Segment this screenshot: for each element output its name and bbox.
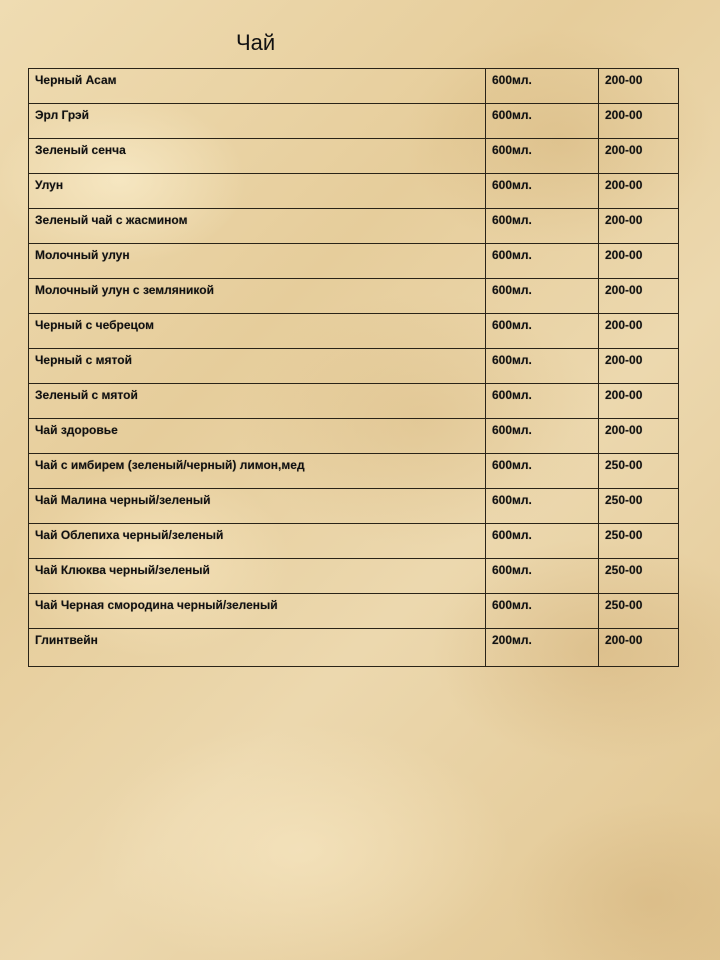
menu-body <box>29 69 679 667</box>
menu-row <box>29 314 679 349</box>
item-name: Зеленый сенча <box>29 139 486 174</box>
item-name: Чай Черная смородина черный/зеленый <box>29 594 486 629</box>
menu-row <box>29 454 679 489</box>
item-name: Чай Клюква черный/зеленый <box>29 559 486 594</box>
page-title: Чай <box>236 30 276 55</box>
item-price: 250-00 <box>599 594 679 629</box>
item-volume: 600мл. <box>486 209 599 244</box>
menu-row <box>29 104 679 139</box>
item-price: 200-00 <box>599 209 679 244</box>
item-volume: 600мл. <box>486 594 599 629</box>
item-name: Зеленый чай с жасмином <box>29 209 486 244</box>
item-price: 200-00 <box>599 419 679 454</box>
item-volume: 600мл. <box>486 349 599 384</box>
menu-row <box>29 244 679 279</box>
menu-row <box>29 209 679 244</box>
tea-menu-table <box>28 68 679 667</box>
item-name: Чай Облепиха черный/зеленый <box>29 524 486 559</box>
item-volume: 600мл. <box>486 419 599 454</box>
item-volume: 600мл. <box>486 559 599 594</box>
item-price: 250-00 <box>599 524 679 559</box>
item-price: 200-00 <box>599 139 679 174</box>
item-volume: 600мл. <box>486 244 599 279</box>
item-name: Улун <box>29 174 486 209</box>
item-price: 250-00 <box>599 489 679 524</box>
item-volume: 600мл. <box>486 314 599 349</box>
item-volume: 600мл. <box>486 279 599 314</box>
item-volume: 600мл. <box>486 174 599 209</box>
menu-row <box>29 524 679 559</box>
item-price: 200-00 <box>599 314 679 349</box>
item-name: Чай с имбирем (зеленый/черный) лимон,мед <box>29 454 486 489</box>
item-price: 200-00 <box>599 279 679 314</box>
item-volume: 600мл. <box>486 454 599 489</box>
item-volume: 600мл. <box>486 69 599 104</box>
item-price: 250-00 <box>599 454 679 489</box>
menu-row <box>29 384 679 419</box>
item-name: Зеленый с мятой <box>29 384 486 419</box>
item-name: Молочный улун <box>29 244 486 279</box>
item-price: 250-00 <box>599 559 679 594</box>
item-price: 200-00 <box>599 174 679 209</box>
item-price: 200-00 <box>599 349 679 384</box>
menu-row <box>29 489 679 524</box>
item-price: 200-00 <box>599 384 679 419</box>
item-name: Чай здоровье <box>29 419 486 454</box>
menu-row <box>29 559 679 594</box>
item-price: 200-00 <box>599 104 679 139</box>
menu-row <box>29 594 679 629</box>
menu-row <box>29 174 679 209</box>
item-volume: 600мл. <box>486 384 599 419</box>
item-name: Черный с мятой <box>29 349 486 384</box>
menu-row <box>29 69 679 104</box>
item-volume: 200мл. <box>486 629 599 667</box>
menu-row <box>29 419 679 454</box>
item-name: Чай Малина черный/зеленый <box>29 489 486 524</box>
item-name: Черный с чебрецом <box>29 314 486 349</box>
item-name: Черный Асам <box>29 69 486 104</box>
item-price: 200-00 <box>599 244 679 279</box>
menu-row <box>29 279 679 314</box>
item-volume: 600мл. <box>486 524 599 559</box>
menu-row <box>29 349 679 384</box>
item-price: 200-00 <box>599 629 679 667</box>
item-volume: 600мл. <box>486 139 599 174</box>
item-name: Эрл Грэй <box>29 104 486 139</box>
item-volume: 600мл. <box>486 104 599 139</box>
item-volume: 600мл. <box>486 489 599 524</box>
menu-row <box>29 139 679 174</box>
menu-row <box>29 629 679 667</box>
item-name: Молочный улун с земляникой <box>29 279 486 314</box>
item-price: 200-00 <box>599 69 679 104</box>
item-name: Глинтвейн <box>29 629 486 667</box>
